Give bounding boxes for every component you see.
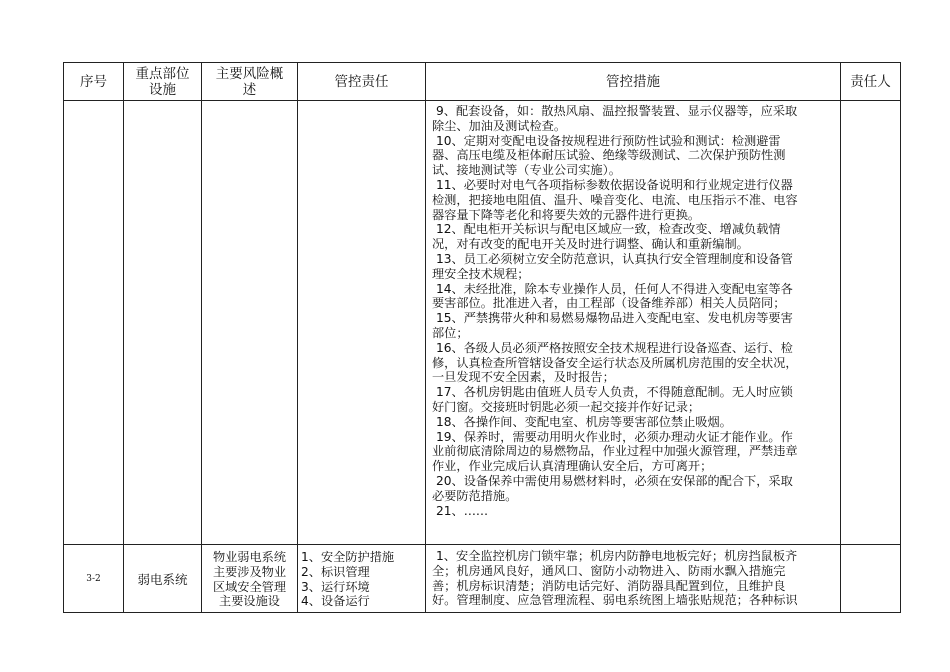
measure-line: 好。管理制度、应急管理流程、弱电系统图上墙张贴规范；各种标识 bbox=[432, 593, 798, 608]
header-person: 责任人 bbox=[841, 63, 901, 101]
risk-line: 物业弱电系统 bbox=[212, 550, 287, 564]
responsibility-item: 3、运行环境 bbox=[301, 579, 370, 594]
cell-seq-empty bbox=[64, 101, 124, 545]
measure-line: 检测，把接地电阻值、温升、噪音变化、电流、电压指示不准、电容 bbox=[432, 192, 798, 207]
header-area bbox=[124, 63, 202, 101]
cell-risk bbox=[202, 545, 298, 613]
measure-line: 器、高压电缆及柜体耐压试验、绝缘等级测试、二次保护预防性测 bbox=[432, 148, 786, 163]
measure-line: 9、配套设备，如：散热风扇、温控报警装置、显示仪器等，应采取 bbox=[436, 104, 798, 118]
risk-line: 区域安全管理 bbox=[212, 579, 287, 594]
measure-line: 修，认真检查所管辖设备安全运行状态及所属机房范围的安全状况， bbox=[432, 355, 798, 370]
header-responsibility: 管控责任 bbox=[298, 63, 426, 101]
measure-line: 21、…… bbox=[436, 503, 489, 518]
measure-line: 10、定期对变配电设备按规程进行预防性试验和测试：检测避雷 bbox=[436, 133, 781, 148]
cell-area-empty bbox=[124, 101, 202, 545]
table-row-weak-current bbox=[64, 545, 901, 613]
measure-line: 试、接地测试等（专业公司实施）。 bbox=[432, 163, 621, 178]
measure-line: 必要防范措施。 bbox=[432, 488, 518, 503]
cell-seq: 3-2 bbox=[64, 545, 124, 613]
measure-line: 一旦发现不安全因素，及时报告； bbox=[432, 370, 615, 385]
header-seq: 序号 bbox=[64, 63, 124, 101]
measure-line: 全；机房通风良好，通风口、窗防小动物进入、防雨水飘入措施完 bbox=[432, 563, 786, 578]
cell-person-empty bbox=[841, 101, 901, 545]
measure-line: 16、各级人员必须严格按照安全技术规程进行设备巡查、运行、检 bbox=[436, 340, 793, 355]
responsibility-item: 4、设备运行 bbox=[301, 594, 370, 609]
measure-line: 12、配电柜开关标识与配电区域应一致，检查改变、增减负载情 bbox=[436, 222, 781, 237]
measure-line: 18、各操作间、变配电室、机房等要害部位禁止吸烟。 bbox=[436, 414, 732, 429]
cell-area: 弱电系统 bbox=[124, 545, 202, 613]
measure-line: 13、员工必须树立安全防范意识，认真执行安全管理制度和设备管 bbox=[436, 251, 793, 266]
header-area-text: 重点部位设施 bbox=[135, 65, 190, 98]
measure-line: 15、严禁携带火种和易燃易爆物品进入变配电室、发电机房等要害 bbox=[436, 311, 793, 326]
header-row bbox=[64, 63, 901, 101]
measure-line: 除尘、加油及测试检查。 bbox=[432, 118, 567, 133]
cell-risk-empty bbox=[202, 101, 298, 545]
measure-line: 20、设备保养中需使用易燃材料时，必须在安保部的配合下，采取 bbox=[436, 473, 793, 488]
header-measures: 管控措施 bbox=[426, 63, 841, 101]
header-risk-text: 主要风险概述 bbox=[215, 65, 284, 98]
header-risk bbox=[202, 63, 298, 101]
measure-line: 部位； bbox=[432, 325, 469, 340]
measure-line: 1、安全监控机房门锁牢靠；机房内防静电地板完好；机房挡鼠板齐 bbox=[436, 549, 798, 563]
cell-person bbox=[841, 545, 901, 613]
risk-line: 主要设施设 bbox=[219, 594, 280, 609]
risk-line: 主要涉及物业 bbox=[212, 564, 287, 579]
measure-line: 理安全技术规程； bbox=[432, 266, 530, 281]
table-row-continued bbox=[64, 101, 901, 545]
measure-line: 况，对有改变的配电开关及时进行调整、确认和重新编制。 bbox=[432, 237, 749, 252]
measure-line: 业前彻底清除周边的易燃物品，作业过程中加强火源管理，严禁违章 bbox=[432, 444, 798, 459]
measure-line: 作业，作业完成后认真清理确认安全后，方可离开； bbox=[432, 459, 713, 474]
measure-line: 14、未经批准，除本专业操作人员，任何人不得进入变配电室等各 bbox=[436, 281, 793, 296]
measure-line: 器容量下降等老化和将要失效的元器件进行更换。 bbox=[432, 207, 701, 222]
cell-measures-continued bbox=[426, 101, 841, 545]
measure-line: 11、必要时对电气各项指标参数依据设备说明和行业规定进行仪器 bbox=[436, 177, 793, 192]
risk-control-table bbox=[63, 62, 901, 613]
responsibility-item: 2、标识管理 bbox=[301, 564, 370, 579]
cell-responsibility bbox=[298, 545, 426, 613]
measure-line: 要害部位。批准进入者，由工程部（设备维养部）相关人员陪同； bbox=[432, 296, 786, 311]
cell-measures bbox=[426, 545, 841, 613]
cell-responsibility-empty bbox=[298, 101, 426, 545]
responsibility-item: 1、安全防护措施 bbox=[301, 550, 395, 564]
measure-line: 好门窗。交接班时钥匙必须一起交接并作好记录； bbox=[432, 399, 701, 414]
measure-line: 17、各机房钥匙由值班人员专人负责，不得随意配制。无人时应锁 bbox=[436, 385, 793, 400]
measure-line: 19、保养时，需要动用明火作业时，必须办理动火证才能作业。作 bbox=[436, 429, 793, 444]
measure-line: 善；机房标识清楚；消防电话完好、消防器具配置到位，且维护良 bbox=[432, 578, 786, 593]
